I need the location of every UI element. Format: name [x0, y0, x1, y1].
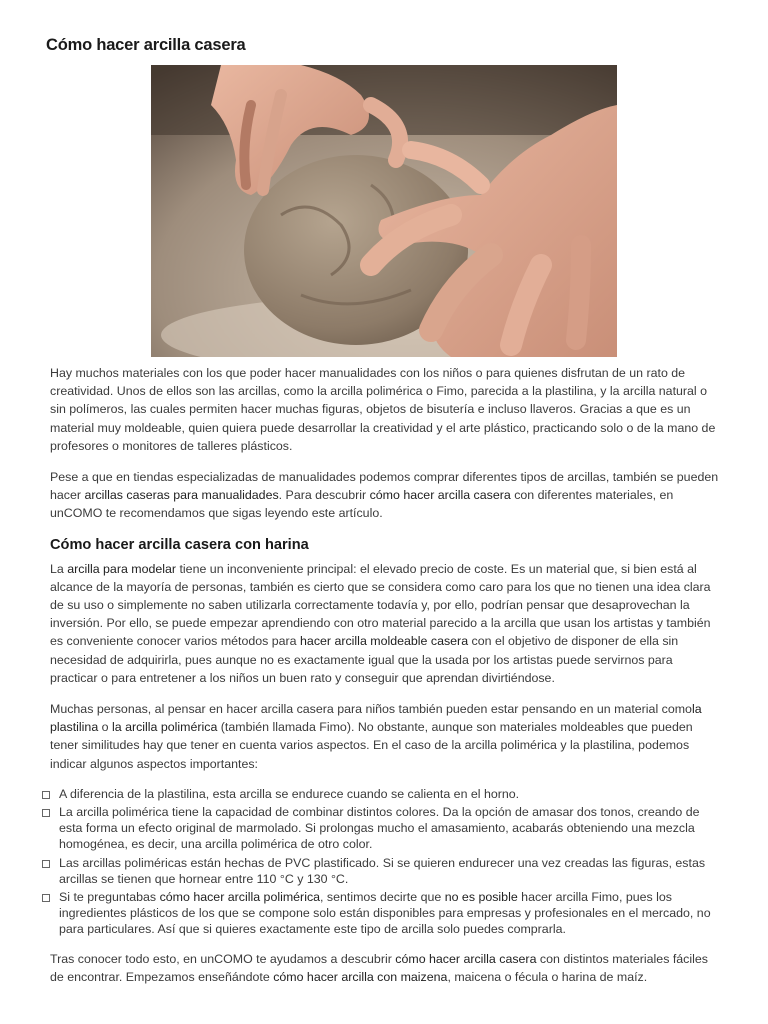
- article-link[interactable]: arcillas caseras para manualidades: [84, 488, 279, 503]
- section-paragraph: [50, 700, 722, 773]
- article-link[interactable]: cómo hacer arcilla casera: [395, 951, 537, 966]
- article-link[interactable]: la arcilla polimérica: [112, 720, 218, 735]
- article-link[interactable]: la plastilina: [50, 702, 702, 735]
- checkbox-bullet-icon: [42, 860, 50, 868]
- text-segment: con distintos materiales fáciles de encontrar. Empezamos enseñándote: [50, 951, 708, 984]
- text-segment: La arcilla polimérica tiene la capacidad de combinar distintos colores. Da la opción de amasar dos tonos, creando de esta forma un efecto original de marmolado. Si prolongas mucho el amasamiento, acabarás obteniendo una mezcla homogénea, es decir, una arcilla polimérica de otro color.: [59, 805, 700, 852]
- checkbox-bullet-icon: [42, 809, 50, 817]
- text-segment: A diferencia de la plastilina, esta arcilla se endurece cuando se calienta en el horno.: [59, 786, 520, 801]
- article-body: [50, 364, 722, 999]
- hero-image-hands-kneading-clay: [151, 65, 617, 357]
- closing-paragraph: [50, 950, 722, 986]
- page-title: Cómo hacer arcilla casera: [46, 36, 246, 54]
- intro-paragraph: [50, 364, 722, 455]
- list-item-text: [59, 856, 705, 886]
- section-paragraph: [50, 560, 722, 687]
- article-link[interactable]: arcilla para modelar: [67, 561, 177, 576]
- text-segment: , sentimos decirte que: [320, 890, 445, 905]
- text-segment: La: [50, 561, 68, 576]
- article-link[interactable]: cómo hacer arcilla casera: [369, 488, 511, 503]
- article-link[interactable]: no es posible: [444, 890, 518, 905]
- intro-paragraph: [50, 468, 722, 523]
- checkbox-bullet-icon: [42, 894, 50, 902]
- list-item-text: [59, 890, 711, 936]
- article-link[interactable]: cómo hacer arcilla con maizena: [273, 969, 448, 984]
- text-segment: o: [98, 720, 112, 735]
- list-item-text: [59, 787, 519, 801]
- list-item: [42, 855, 722, 887]
- text-segment: Pese a que en tiendas especializadas de manualidades podemos comprar diferentes tipos de arcillas, también se pueden hacer: [50, 470, 719, 503]
- text-segment: , maicena o fécula o harina de maíz.: [447, 969, 648, 984]
- text-segment: (también llamada Fimo). No obstante, aunque son materiales moldeables que pueden tener similitudes hay que tener en cuenta varios aspectos. En el caso de la arcilla polimérica y la plastilina, podemos indicar algunos aspectos importantes:: [50, 720, 693, 771]
- text-segment: Si te preguntabas: [59, 890, 160, 905]
- section-heading: Cómo hacer arcilla casera con harina: [50, 536, 309, 553]
- text-segment: Tras conocer todo esto, en unCOMO te ayudamos a descubrir: [50, 951, 396, 966]
- checkbox-bullet-icon: [42, 791, 50, 799]
- text-segment: Muchas personas, al pensar en hacer arcilla casera para niños también pueden estar pensando en un material como: [50, 702, 692, 717]
- text-segment: con el objetivo de disponer de ella sin necesidad de adquirirla, pues aunque no es exactamente igual que la usada por los artistas puede servirnos para practicar o para entretener a los niños un buen rato y conseguir que aprendan divirtiéndose.: [50, 634, 679, 685]
- text-segment: Hay muchos materiales con los que poder hacer manualidades con los niños o para quienes disfrutan de un rato de creatividad. Unos de ellos son las arcillas, como la arcilla polimérica o Fimo, parecida a la plastilina, y la arcilla natural o sin polímeros, las cuales permiten hacer muchas figuras, objetos de bisutería e incluso llaveros. Gracias a que es un material muy moldeable, quien quiera puede desarrollar la creatividad y el arte plástico, practicando solo o de la mano de profesores o monitores de talleres plásticos.: [50, 366, 716, 453]
- article-link[interactable]: hacer arcilla moldeable casera: [300, 634, 469, 649]
- list-item: [42, 889, 722, 938]
- text-segment: tiene un inconveniente principal: el elevado precio de coste. Es un material que, si bien está al alcance de la mayoría de personas, también es cierto que se considera como caro para los que no tienen una idea clara de su uso o simplemente no saben utilizarla correctamente todavía y, por ello, podrían pensar que desaprovechan la inversión. Por ello, se puede empezar aprendiendo con otro material parecido a la arcilla que usan los artistas y también es conveniente conocer varios métodos para: [50, 561, 711, 649]
- list-item-text: [59, 805, 700, 851]
- aspects-list: [42, 786, 722, 938]
- list-item: [42, 804, 722, 853]
- text-segment: . Para descubrir: [278, 488, 370, 503]
- text-segment: Las arcillas poliméricas están hechas de PVC plastificado. Si se quieren endurecer una vez creadas las figuras, estas arcillas se tienen que hornear entre 110 °C y 130 °C.: [59, 855, 706, 886]
- list-item: [42, 786, 722, 802]
- text-segment: con diferentes materiales, en unCOMO te recomendamos que sigas leyendo este artículo.: [50, 488, 674, 521]
- text-segment: hacer arcilla Fimo, pues los ingredientes plásticos de los que se compone solo están disponibles para empresas y profesionales en el mercado, no para particulares. Así que si quieres exactamente este tipo de arcilla solo puedes comprarla.: [59, 890, 711, 937]
- article-link[interactable]: cómo hacer arcilla polimérica: [159, 890, 321, 905]
